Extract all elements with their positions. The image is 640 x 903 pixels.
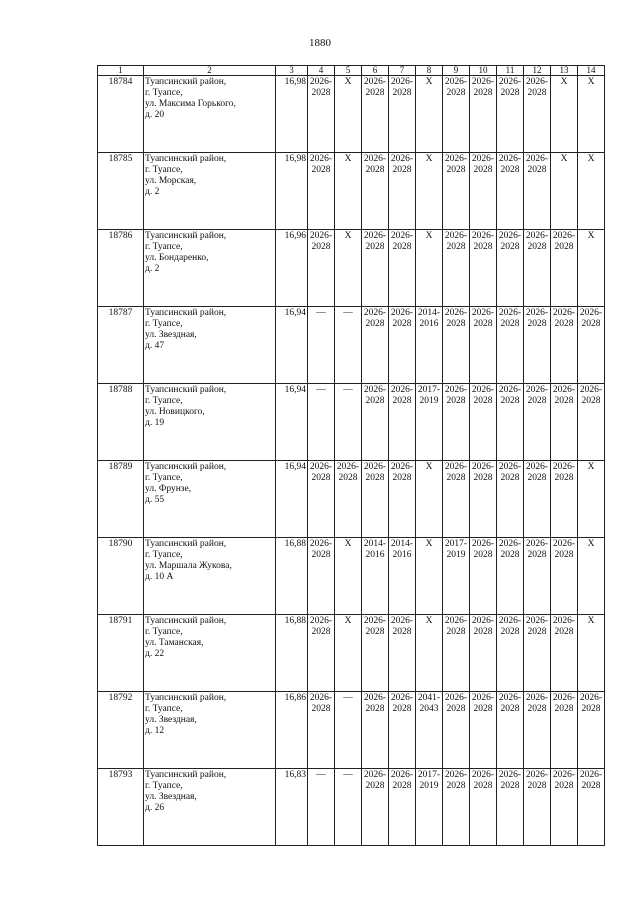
address-line: Туапсинский район, [145,770,227,780]
period-cell: 2026- 2028 [497,230,524,307]
address-line: Туапсинский район, [145,616,227,626]
period-cell: 2026- 2028 [524,76,551,153]
period-cell: 2014- 2016 [389,538,416,615]
period-cell: 2026- 2028 [524,230,551,307]
address-line: г. Туапсе, [145,242,183,252]
table-row [98,307,605,384]
period-cell: — [335,769,362,846]
record-number: 18791 [98,615,144,692]
address-line: ул. Морская, [145,176,197,186]
period-cell: 2026- 2028 [524,384,551,461]
record-number: 18793 [98,769,144,846]
column-header: 3 [276,66,308,76]
address-line: д. 12 [145,726,165,736]
period-cell: 2026- 2028 [443,692,470,769]
period-cell: 2026- 2028 [551,692,578,769]
table-row [98,769,605,846]
period-cell: — [335,692,362,769]
table-row [98,76,605,153]
period-cell: 2017- 2019 [443,538,470,615]
table-row [98,153,605,230]
address-line: д. 2 [145,187,160,197]
column-header: 4 [308,66,335,76]
column-header: 6 [362,66,389,76]
period-cell: X [416,76,443,153]
column-header: 10 [470,66,497,76]
address-line: д. 26 [145,803,165,813]
address-line: д. 10 А [145,572,174,582]
address-cell [144,615,276,692]
period-cell: 2041- 2043 [416,692,443,769]
address-line: г. Туапсе, [145,550,183,560]
address-cell [144,230,276,307]
record-number: 18790 [98,538,144,615]
period-cell: X [578,615,605,692]
address-line: Туапсинский район, [145,462,227,472]
period-cell: X [335,230,362,307]
period-cell: X [551,76,578,153]
period-cell: 2026- 2028 [362,615,389,692]
period-cell: — [308,307,335,384]
period-cell: 2026- 2028 [443,153,470,230]
column-header: 7 [389,66,416,76]
period-cell: 2026- 2028 [308,615,335,692]
period-cell: — [335,384,362,461]
period-cell: 2026- 2028 [443,307,470,384]
address-line: ул. Звездная, [145,715,197,725]
period-cell: 2026- 2028 [497,615,524,692]
period-cell: 2026- 2028 [470,692,497,769]
period-cell: 2026- 2028 [389,230,416,307]
period-cell: 2026- 2028 [362,153,389,230]
period-cell: 2026- 2028 [389,769,416,846]
period-cell: 2017- 2019 [416,384,443,461]
period-cell: 2026- 2028 [443,615,470,692]
period-cell: 2017- 2019 [416,769,443,846]
period-cell: 2026- 2028 [524,461,551,538]
period-cell: 2026- 2028 [389,153,416,230]
address-line: Туапсинский район, [145,154,227,164]
period-cell: X [551,153,578,230]
page-number: 1880 [309,37,331,49]
period-cell: 2026- 2028 [308,76,335,153]
period-cell: 2026- 2028 [551,384,578,461]
period-cell: — [308,384,335,461]
address-line: г. Туапсе, [145,627,183,637]
period-cell: X [416,538,443,615]
period-cell: 2026- 2028 [389,384,416,461]
address-cell [144,461,276,538]
area-value: 16,98 [276,76,308,153]
period-cell: 2026- 2028 [389,692,416,769]
period-cell: 2026- 2028 [524,307,551,384]
period-cell: 2026- 2028 [335,461,362,538]
address-line: ул. Фрунзе, [145,484,192,494]
period-cell: X [335,153,362,230]
period-cell: 2026- 2028 [443,76,470,153]
table-row [98,461,605,538]
period-cell: 2026- 2028 [470,384,497,461]
period-cell: X [335,615,362,692]
address-cell [144,769,276,846]
area-value: 16,98 [276,153,308,230]
period-cell: X [578,153,605,230]
period-cell: 2026- 2028 [308,692,335,769]
address-line: г. Туапсе, [145,165,183,175]
column-header: 9 [443,66,470,76]
address-cell [144,307,276,384]
column-header: 5 [335,66,362,76]
period-cell: X [335,538,362,615]
record-number: 18787 [98,307,144,384]
address-line: д. 55 [145,495,165,505]
address-cell [144,384,276,461]
table-row [98,230,605,307]
area-value: 16,88 [276,538,308,615]
period-cell: 2026- 2028 [551,538,578,615]
address-line: ул. Звездная, [145,792,197,802]
period-cell: 2026- 2028 [308,461,335,538]
column-header: 11 [497,66,524,76]
area-value: 16,94 [276,307,308,384]
period-cell: 2026- 2028 [443,230,470,307]
address-line: д. 20 [145,110,165,120]
period-cell: 2026- 2028 [551,307,578,384]
record-number: 18784 [98,76,144,153]
period-cell: 2026- 2028 [443,769,470,846]
address-line: г. Туапсе, [145,319,183,329]
area-value: 16,94 [276,461,308,538]
period-cell: 2026- 2028 [470,153,497,230]
period-cell: X [578,461,605,538]
period-cell: 2026- 2028 [308,538,335,615]
table-row [98,615,605,692]
period-cell: 2026- 2028 [389,461,416,538]
period-cell: 2026- 2028 [551,769,578,846]
area-value: 16,88 [276,615,308,692]
period-cell: 2026- 2028 [389,76,416,153]
period-cell: 2026- 2028 [470,307,497,384]
period-cell: 2026- 2028 [362,230,389,307]
column-header: 8 [416,66,443,76]
address-line: ул. Бондаренко, [145,253,209,263]
period-cell: X [578,230,605,307]
address-line: г. Туапсе, [145,396,183,406]
period-cell: 2026- 2028 [470,76,497,153]
period-cell: 2026- 2028 [362,461,389,538]
address-line: ул. Таманская, [145,638,204,648]
period-cell: X [416,615,443,692]
period-cell: 2026- 2028 [497,538,524,615]
period-cell: — [308,769,335,846]
table-row [98,538,605,615]
address-line: ул. Новицкого, [145,407,205,417]
period-cell: 2026- 2028 [308,230,335,307]
period-cell: 2026- 2028 [524,153,551,230]
period-cell: 2026- 2028 [497,692,524,769]
period-cell: 2014- 2016 [362,538,389,615]
address-line: г. Туапсе, [145,88,183,98]
period-cell: 2026- 2028 [497,384,524,461]
record-number: 18785 [98,153,144,230]
address-line: г. Туапсе, [145,704,183,714]
record-number: 18792 [98,692,144,769]
period-cell: 2026- 2028 [362,692,389,769]
period-cell: 2026- 2028 [524,692,551,769]
period-cell: 2026- 2028 [443,384,470,461]
address-cell [144,76,276,153]
record-number: 18788 [98,384,144,461]
period-cell: 2026- 2028 [362,76,389,153]
address-line: д. 22 [145,649,165,659]
period-cell: 2026- 2028 [362,769,389,846]
register-table [97,65,605,846]
column-header: 1 [98,66,144,76]
address-line: ул. Звездная, [145,330,197,340]
period-cell: 2026- 2028 [362,307,389,384]
address-line: Туапсинский район, [145,77,227,87]
period-cell: X [578,76,605,153]
area-value: 16,86 [276,692,308,769]
address-line: Туапсинский район, [145,539,227,549]
address-line: Туапсинский район, [145,308,227,318]
period-cell: 2026- 2028 [578,692,605,769]
period-cell: 2014- 2016 [416,307,443,384]
period-cell: 2026- 2028 [470,461,497,538]
period-cell: 2026- 2028 [389,615,416,692]
column-header: 14 [578,66,605,76]
address-cell [144,538,276,615]
period-cell: 2026- 2028 [389,307,416,384]
address-line: ул. Максима Горького, [145,99,236,109]
address-line: д. 19 [145,418,165,428]
period-cell: 2026- 2028 [578,307,605,384]
period-cell: X [416,461,443,538]
period-cell: 2026- 2028 [524,538,551,615]
table-row [98,384,605,461]
table-row [98,692,605,769]
period-cell: 2026- 2028 [470,769,497,846]
column-header: 12 [524,66,551,76]
period-cell: 2026- 2028 [497,461,524,538]
period-cell: X [416,230,443,307]
period-cell: 2026- 2028 [497,76,524,153]
period-cell: X [416,153,443,230]
period-cell: 2026- 2028 [524,615,551,692]
period-cell: 2026- 2028 [308,153,335,230]
period-cell: X [335,76,362,153]
address-line: г. Туапсе, [145,781,183,791]
address-cell [144,153,276,230]
header-row [98,66,605,76]
period-cell: 2026- 2028 [443,461,470,538]
column-header: 13 [551,66,578,76]
period-cell: 2026- 2028 [362,384,389,461]
period-cell: 2026- 2028 [497,153,524,230]
area-value: 16,94 [276,384,308,461]
area-value: 16,83 [276,769,308,846]
period-cell: 2026- 2028 [551,230,578,307]
period-cell: 2026- 2028 [578,384,605,461]
period-cell: 2026- 2028 [497,307,524,384]
record-number: 18786 [98,230,144,307]
address-line: ул. Маршала Жукова, [145,561,232,571]
address-line: Туапсинский район, [145,693,227,703]
period-cell: 2026- 2028 [551,615,578,692]
period-cell: X [578,538,605,615]
table-body [98,76,605,846]
period-cell: 2026- 2028 [524,769,551,846]
column-header: 2 [144,66,276,76]
address-line: г. Туапсе, [145,473,183,483]
record-number: 18789 [98,461,144,538]
address-line: Туапсинский район, [145,231,227,241]
period-cell: 2026- 2028 [551,461,578,538]
period-cell: 2026- 2028 [578,769,605,846]
area-value: 16,96 [276,230,308,307]
address-line: д. 2 [145,264,160,274]
period-cell: 2026- 2028 [470,615,497,692]
address-cell [144,692,276,769]
address-line: Туапсинский район, [145,385,227,395]
address-line: д. 47 [145,341,165,351]
period-cell: 2026- 2028 [470,230,497,307]
period-cell: 2026- 2028 [497,769,524,846]
period-cell: 2026- 2028 [470,538,497,615]
period-cell: — [335,307,362,384]
